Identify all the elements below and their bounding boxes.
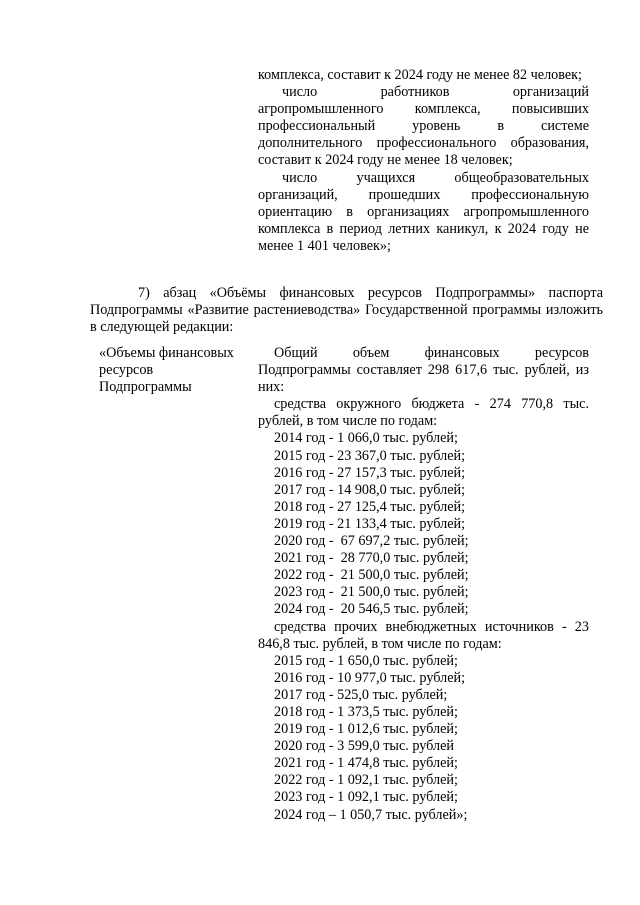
district-budget-paragraph: средства окружного бюджета - 274 770,8 тыс. рублей, в том числе по годам:: [258, 396, 589, 430]
list-item: 2023 год - 21 500,0 тыс. рублей;: [274, 584, 469, 601]
list-item: 2023 год - 1 092,1 тыс. рублей;: [274, 789, 458, 806]
table-left-label: «Объемы финансовых ресурсов Подпрограммы: [99, 345, 234, 396]
list-item: 2017 год - 525,0 тыс. рублей;: [274, 686, 448, 703]
list-item: 2021 год - 28 770,0 тыс. рублей;: [274, 550, 469, 567]
table-right-column: [258, 345, 589, 824]
list-item: 2020 год - 67 697,2 тыс. рублей;: [274, 533, 469, 550]
list-item: 2018 год - 1 373,5 тыс. рублей;: [274, 703, 458, 720]
total-financing-paragraph: Общий объем финансовых ресурсов Подпрограммы составляет 298 617,6 тыс. рублей, из них:: [258, 345, 589, 396]
indicator-paragraph-3: число учащихся общеобразовательных организаций, прошедших профессиональную ориентацию в организациях агропромышленного комплекса в период летних каникул, к 2024 году не менее 1 401 человек»;: [258, 169, 589, 254]
list-item: 2021 год - 1 474,8 тыс. рублей;: [274, 755, 458, 772]
list-item: 2022 год - 21 500,0 тыс. рублей;: [274, 567, 469, 584]
list-item: 2015 год - 23 367,0 тыс. рублей;: [274, 447, 466, 464]
list-item: 2015 год - 1 650,0 тыс. рублей;: [274, 652, 458, 669]
list-item: 2017 год - 14 908,0 тыс. рублей;: [274, 481, 466, 498]
continued-indicators-block: [258, 67, 589, 255]
indicator-paragraph-1: комплекса, составит к 2024 году не менее 82 человек;: [258, 67, 582, 83]
list-item: 2019 год - 1 012,6 тыс. рублей;: [274, 721, 458, 738]
list-item: 2024 год – 1 050,7 тыс. рублей»;: [274, 806, 468, 823]
other-sources-paragraph: средства прочих внебюджетных источников - 23 846,8 тыс. рублей, в том числе по годам:: [258, 618, 589, 652]
amendment-item-7: 7) абзац «Объёмы финансовых ресурсов Подпрограммы» паспорта Подпрограммы «Развитие растениеводства» Государственной программы изложить в следующей редакции:: [90, 285, 603, 336]
list-item: 2024 год - 20 546,5 тыс. рублей;: [274, 601, 469, 618]
district-budget-years-list: [258, 430, 589, 618]
other-sources-years-list: [258, 653, 589, 824]
indicator-paragraph-2: число работников организаций агропромышленного комплекса, повысивших профессиональный уровень в системе дополнительного профессионального образования, составит к 2024 году не менее 18 человек;: [258, 84, 589, 169]
list-item: 2019 год - 21 133,4 тыс. рублей;: [274, 515, 466, 532]
list-item: 2020 год - 3 599,0 тыс. рублей: [274, 738, 454, 755]
list-item: 2016 год - 10 977,0 тыс. рублей;: [274, 669, 466, 686]
list-item: 2014 год - 1 066,0 тыс. рублей;: [274, 430, 458, 447]
list-item: 2018 год - 27 125,4 тыс. рублей;: [274, 498, 466, 515]
list-item: 2016 год - 27 157,3 тыс. рублей;: [274, 464, 466, 481]
list-item: 2022 год - 1 092,1 тыс. рублей;: [274, 772, 458, 789]
